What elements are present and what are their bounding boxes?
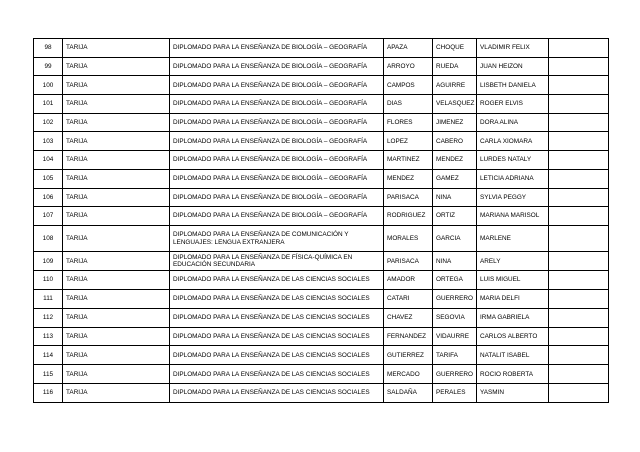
program: DIPLOMADO PARA LA ENSEÑANZA DE LAS CIENCIAS SOCIALES	[170, 327, 384, 346]
table-row	[34, 207, 609, 226]
table-body	[34, 39, 609, 403]
second-surname: NINA	[433, 188, 477, 207]
given-names: JUAN HEIZON	[477, 57, 549, 76]
empty-cell	[549, 225, 609, 252]
table-row	[34, 132, 609, 151]
given-names: LISBETH DANIELA	[477, 76, 549, 95]
given-names: VLADIMIR FELIX	[477, 39, 549, 58]
first-surname: SALDAÑA	[384, 384, 433, 403]
program: DIPLOMADO PARA LA ENSEÑANZA DE COMUNICACIÓN Y LENGUAJES: LENGUA EXTRANJERA	[170, 225, 384, 252]
empty-cell	[549, 151, 609, 170]
department: TARIJA	[63, 252, 170, 271]
given-names: LURDES NATALY	[477, 151, 549, 170]
first-surname: PARISACA	[384, 252, 433, 271]
program: DIPLOMADO PARA LA ENSEÑANZA DE BIOLOGÍA – GEOGRAFÍA	[170, 188, 384, 207]
given-names: NATALIT ISABEL	[477, 346, 549, 365]
department: TARIJA	[63, 95, 170, 114]
second-surname: SEGOVIA	[433, 308, 477, 327]
second-surname: NINA	[433, 252, 477, 271]
table-row	[34, 76, 609, 95]
empty-cell	[549, 113, 609, 132]
empty-cell	[549, 76, 609, 95]
empty-cell	[549, 308, 609, 327]
table-row	[34, 252, 609, 271]
given-names: MARIA DELFI	[477, 289, 549, 308]
empty-cell	[549, 95, 609, 114]
first-surname: MORALES	[384, 225, 433, 252]
program: DIPLOMADO PARA LA ENSEÑANZA DE BIOLOGÍA – GEOGRAFÍA	[170, 76, 384, 95]
second-surname: JIMENEZ	[433, 113, 477, 132]
program: DIPLOMADO PARA LA ENSEÑANZA DE LAS CIENCIAS SOCIALES	[170, 308, 384, 327]
first-surname: AMADOR	[384, 271, 433, 290]
program: DIPLOMADO PARA LA ENSEÑANZA DE LAS CIENCIAS SOCIALES	[170, 346, 384, 365]
row-number: 98	[34, 39, 63, 58]
department: TARIJA	[63, 132, 170, 151]
first-surname: GUTIERREZ	[384, 346, 433, 365]
empty-cell	[549, 271, 609, 290]
program: DIPLOMADO PARA LA ENSEÑANZA DE BIOLOGÍA – GEOGRAFÍA	[170, 95, 384, 114]
program: DIPLOMADO PARA LA ENSEÑANZA DE BIOLOGÍA – GEOGRAFÍA	[170, 207, 384, 226]
department: TARIJA	[63, 384, 170, 403]
second-surname: VIDAURRE	[433, 327, 477, 346]
second-surname: GAMEZ	[433, 169, 477, 188]
table-row	[34, 308, 609, 327]
table-row	[34, 289, 609, 308]
department: TARIJA	[63, 57, 170, 76]
empty-cell	[549, 188, 609, 207]
department: TARIJA	[63, 365, 170, 384]
given-names: DORA ALINA	[477, 113, 549, 132]
row-number: 105	[34, 169, 63, 188]
given-names: LETICIA ADRIANA	[477, 169, 549, 188]
department: TARIJA	[63, 39, 170, 58]
empty-cell	[549, 346, 609, 365]
first-surname: PARISACA	[384, 188, 433, 207]
program: DIPLOMADO PARA LA ENSEÑANZA DE BIOLOGÍA – GEOGRAFÍA	[170, 169, 384, 188]
table-row	[34, 271, 609, 290]
second-surname: PERALES	[433, 384, 477, 403]
first-surname: MERCADO	[384, 365, 433, 384]
row-number: 103	[34, 132, 63, 151]
first-surname: LOPEZ	[384, 132, 433, 151]
department: TARIJA	[63, 151, 170, 170]
empty-cell	[549, 327, 609, 346]
given-names: ARELY	[477, 252, 549, 271]
empty-cell	[549, 169, 609, 188]
empty-cell	[549, 289, 609, 308]
row-number: 108	[34, 225, 63, 252]
department: TARIJA	[63, 113, 170, 132]
given-names: ROGER ELVIS	[477, 95, 549, 114]
first-surname: APAZA	[384, 39, 433, 58]
row-number: 113	[34, 327, 63, 346]
table-row	[34, 188, 609, 207]
department: TARIJA	[63, 207, 170, 226]
row-number: 112	[34, 308, 63, 327]
department: TARIJA	[63, 271, 170, 290]
empty-cell	[549, 365, 609, 384]
table-row	[34, 113, 609, 132]
row-number: 107	[34, 207, 63, 226]
empty-cell	[549, 252, 609, 271]
first-surname: ARROYO	[384, 57, 433, 76]
table-row	[34, 346, 609, 365]
row-number: 106	[34, 188, 63, 207]
first-surname: FERNANDEZ	[384, 327, 433, 346]
row-number: 100	[34, 76, 63, 95]
second-surname: RUEDA	[433, 57, 477, 76]
row-number: 109	[34, 252, 63, 271]
row-number: 110	[34, 271, 63, 290]
second-surname: CABERO	[433, 132, 477, 151]
program: DIPLOMADO PARA LA ENSEÑANZA DE LAS CIENCIAS SOCIALES	[170, 384, 384, 403]
program: DIPLOMADO PARA LA ENSEÑANZA DE BIOLOGÍA – GEOGRAFÍA	[170, 57, 384, 76]
table-row	[34, 169, 609, 188]
table-row	[34, 225, 609, 252]
second-surname: MENDEZ	[433, 151, 477, 170]
first-surname: MARTINEZ	[384, 151, 433, 170]
program: DIPLOMADO PARA LA ENSEÑANZA DE BIOLOGÍA – GEOGRAFÍA	[170, 151, 384, 170]
row-number: 116	[34, 384, 63, 403]
program: DIPLOMADO PARA LA ENSEÑANZA DE FÍSICA-QUÍMICA EN EDUCACIÓN SECUNDARIA	[170, 252, 384, 271]
first-surname: DIAS	[384, 95, 433, 114]
participants-table	[33, 38, 609, 403]
empty-cell	[549, 39, 609, 58]
given-names: CARLOS ALBERTO	[477, 327, 549, 346]
department: TARIJA	[63, 346, 170, 365]
given-names: SYLVIA PEGGY	[477, 188, 549, 207]
department: TARIJA	[63, 327, 170, 346]
given-names: ROCIO ROBERTA	[477, 365, 549, 384]
table-row	[34, 384, 609, 403]
row-number: 102	[34, 113, 63, 132]
program: DIPLOMADO PARA LA ENSEÑANZA DE BIOLOGÍA – GEOGRAFÍA	[170, 113, 384, 132]
second-surname: ORTIZ	[433, 207, 477, 226]
table-row	[34, 57, 609, 76]
department: TARIJA	[63, 169, 170, 188]
table-row	[34, 327, 609, 346]
second-surname: GUERRERO	[433, 365, 477, 384]
program: DIPLOMADO PARA LA ENSEÑANZA DE LAS CIENCIAS SOCIALES	[170, 271, 384, 290]
program: DIPLOMADO PARA LA ENSEÑANZA DE LAS CIENCIAS SOCIALES	[170, 365, 384, 384]
department: TARIJA	[63, 225, 170, 252]
second-surname: ORTEGA	[433, 271, 477, 290]
second-surname: GUERRERO	[433, 289, 477, 308]
second-surname: AGUIRRE	[433, 76, 477, 95]
row-number: 99	[34, 57, 63, 76]
second-surname: TARIFA	[433, 346, 477, 365]
department: TARIJA	[63, 76, 170, 95]
given-names: YASMIN	[477, 384, 549, 403]
second-surname: VELASQUEZ	[433, 95, 477, 114]
table-row	[34, 39, 609, 58]
first-surname: CHAVEZ	[384, 308, 433, 327]
row-number: 114	[34, 346, 63, 365]
department: TARIJA	[63, 188, 170, 207]
row-number: 115	[34, 365, 63, 384]
first-surname: FLORES	[384, 113, 433, 132]
given-names: CARLA XIOMARA	[477, 132, 549, 151]
first-surname: CAMPOS	[384, 76, 433, 95]
table-row	[34, 365, 609, 384]
empty-cell	[549, 132, 609, 151]
program: DIPLOMADO PARA LA ENSEÑANZA DE BIOLOGÍA – GEOGRAFÍA	[170, 39, 384, 58]
table-row	[34, 151, 609, 170]
program: DIPLOMADO PARA LA ENSEÑANZA DE LAS CIENCIAS SOCIALES	[170, 289, 384, 308]
department: TARIJA	[63, 308, 170, 327]
row-number: 101	[34, 95, 63, 114]
given-names: LUIS MIGUEL	[477, 271, 549, 290]
department: TARIJA	[63, 289, 170, 308]
second-surname: CHOQUE	[433, 39, 477, 58]
first-surname: MENDEZ	[384, 169, 433, 188]
empty-cell	[549, 384, 609, 403]
first-surname: RODRIGUEZ	[384, 207, 433, 226]
row-number: 104	[34, 151, 63, 170]
given-names: MARIANA MARISOL	[477, 207, 549, 226]
table-row	[34, 95, 609, 114]
given-names: IRMA GABRIELA	[477, 308, 549, 327]
second-surname: GARCIA	[433, 225, 477, 252]
empty-cell	[549, 207, 609, 226]
row-number: 111	[34, 289, 63, 308]
given-names: MARLENE	[477, 225, 549, 252]
first-surname: CATARI	[384, 289, 433, 308]
empty-cell	[549, 57, 609, 76]
program: DIPLOMADO PARA LA ENSEÑANZA DE BIOLOGÍA – GEOGRAFÍA	[170, 132, 384, 151]
